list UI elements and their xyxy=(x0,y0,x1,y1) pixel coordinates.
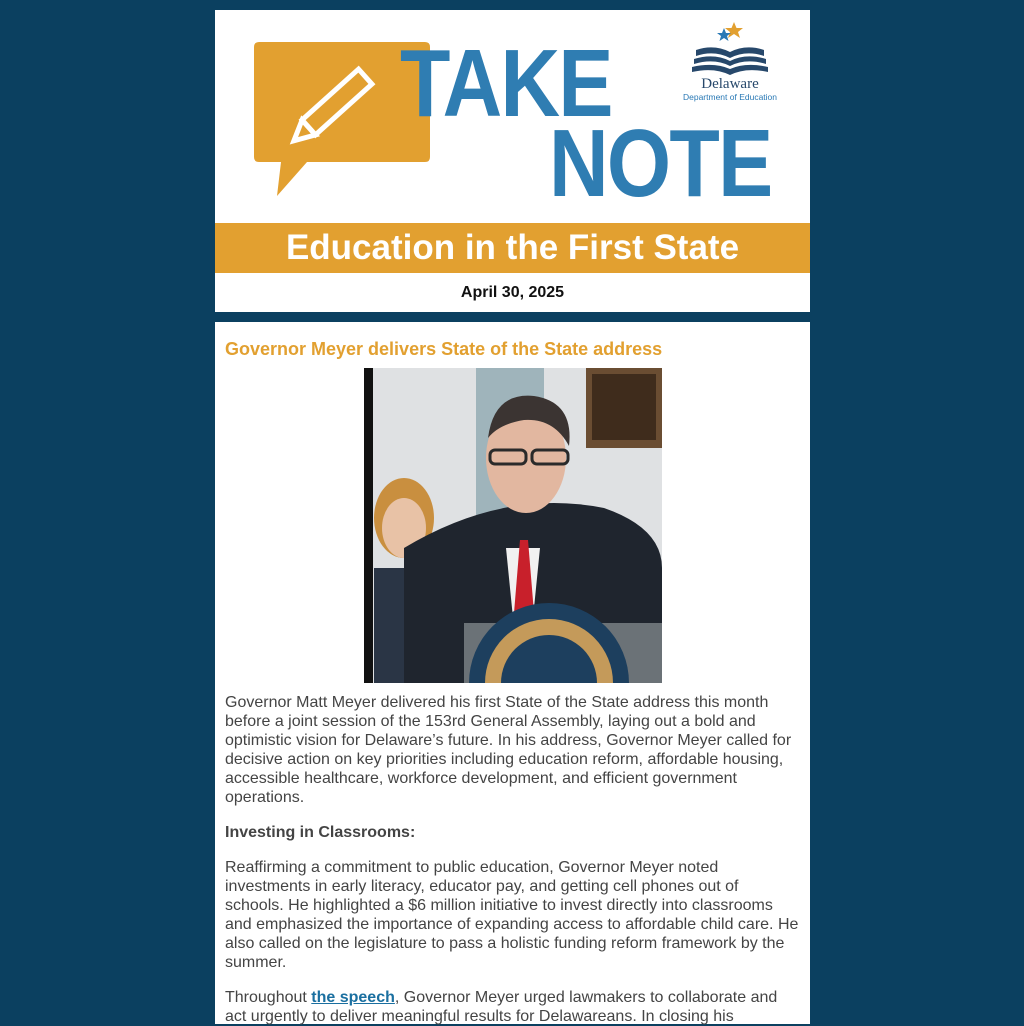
governor-photo xyxy=(364,368,662,683)
article-headline: Governor Meyer delivers State of the State address xyxy=(225,339,663,359)
take-note-logo xyxy=(215,10,810,223)
article-content xyxy=(215,322,810,1024)
issue-date: April 30, 2025 xyxy=(460,284,565,301)
paragraph-3-lead: Throughout xyxy=(225,989,312,1006)
article-paragraph-1: Governor Matt Meyer delivered his first State of the State address this month before a joint session of the 153rd General Assembly, laying out a bold and optimistic vision for Delaware’s future. In his address, Governor Meyer called for decisive action on key priorities including education reform, affordable housing, accessible healthcare, workforce development, and efficient government operations. xyxy=(225,694,792,806)
section-subhead: Investing in Classrooms: xyxy=(225,824,416,841)
article-paragraph-2: Reaffirming a commitment to public education, Governor Meyer noted investments in early literacy, educator pay, and getting cell phones out of schools. He highlighted a $6 million initiative to invest directly into classrooms and emphasized the importance of expanding access to affordable child care. He also called on the legislature to pass a holistic funding reform framework by the summer. xyxy=(225,859,799,971)
delaware-logo-name: Delaware xyxy=(701,76,759,92)
newsletter-header xyxy=(215,10,810,312)
speech-link[interactable]: the speech xyxy=(311,989,395,1006)
delaware-logo-subtitle: Department of Education xyxy=(682,92,778,102)
delaware-doe-logo xyxy=(681,22,779,106)
logo-note-word: NOTE xyxy=(549,110,772,217)
banner-title: Education in the First State xyxy=(215,223,810,273)
paragraph-3-rest: , Governor Meyer urged lawmakers to collaborate and act urgently to deliver meaningful results for Delawareans. In closing his xyxy=(225,989,778,1025)
article-paragraph-3 xyxy=(225,988,800,1026)
logo-take-word: TAKE xyxy=(400,30,612,137)
book-star-icon xyxy=(692,22,768,76)
